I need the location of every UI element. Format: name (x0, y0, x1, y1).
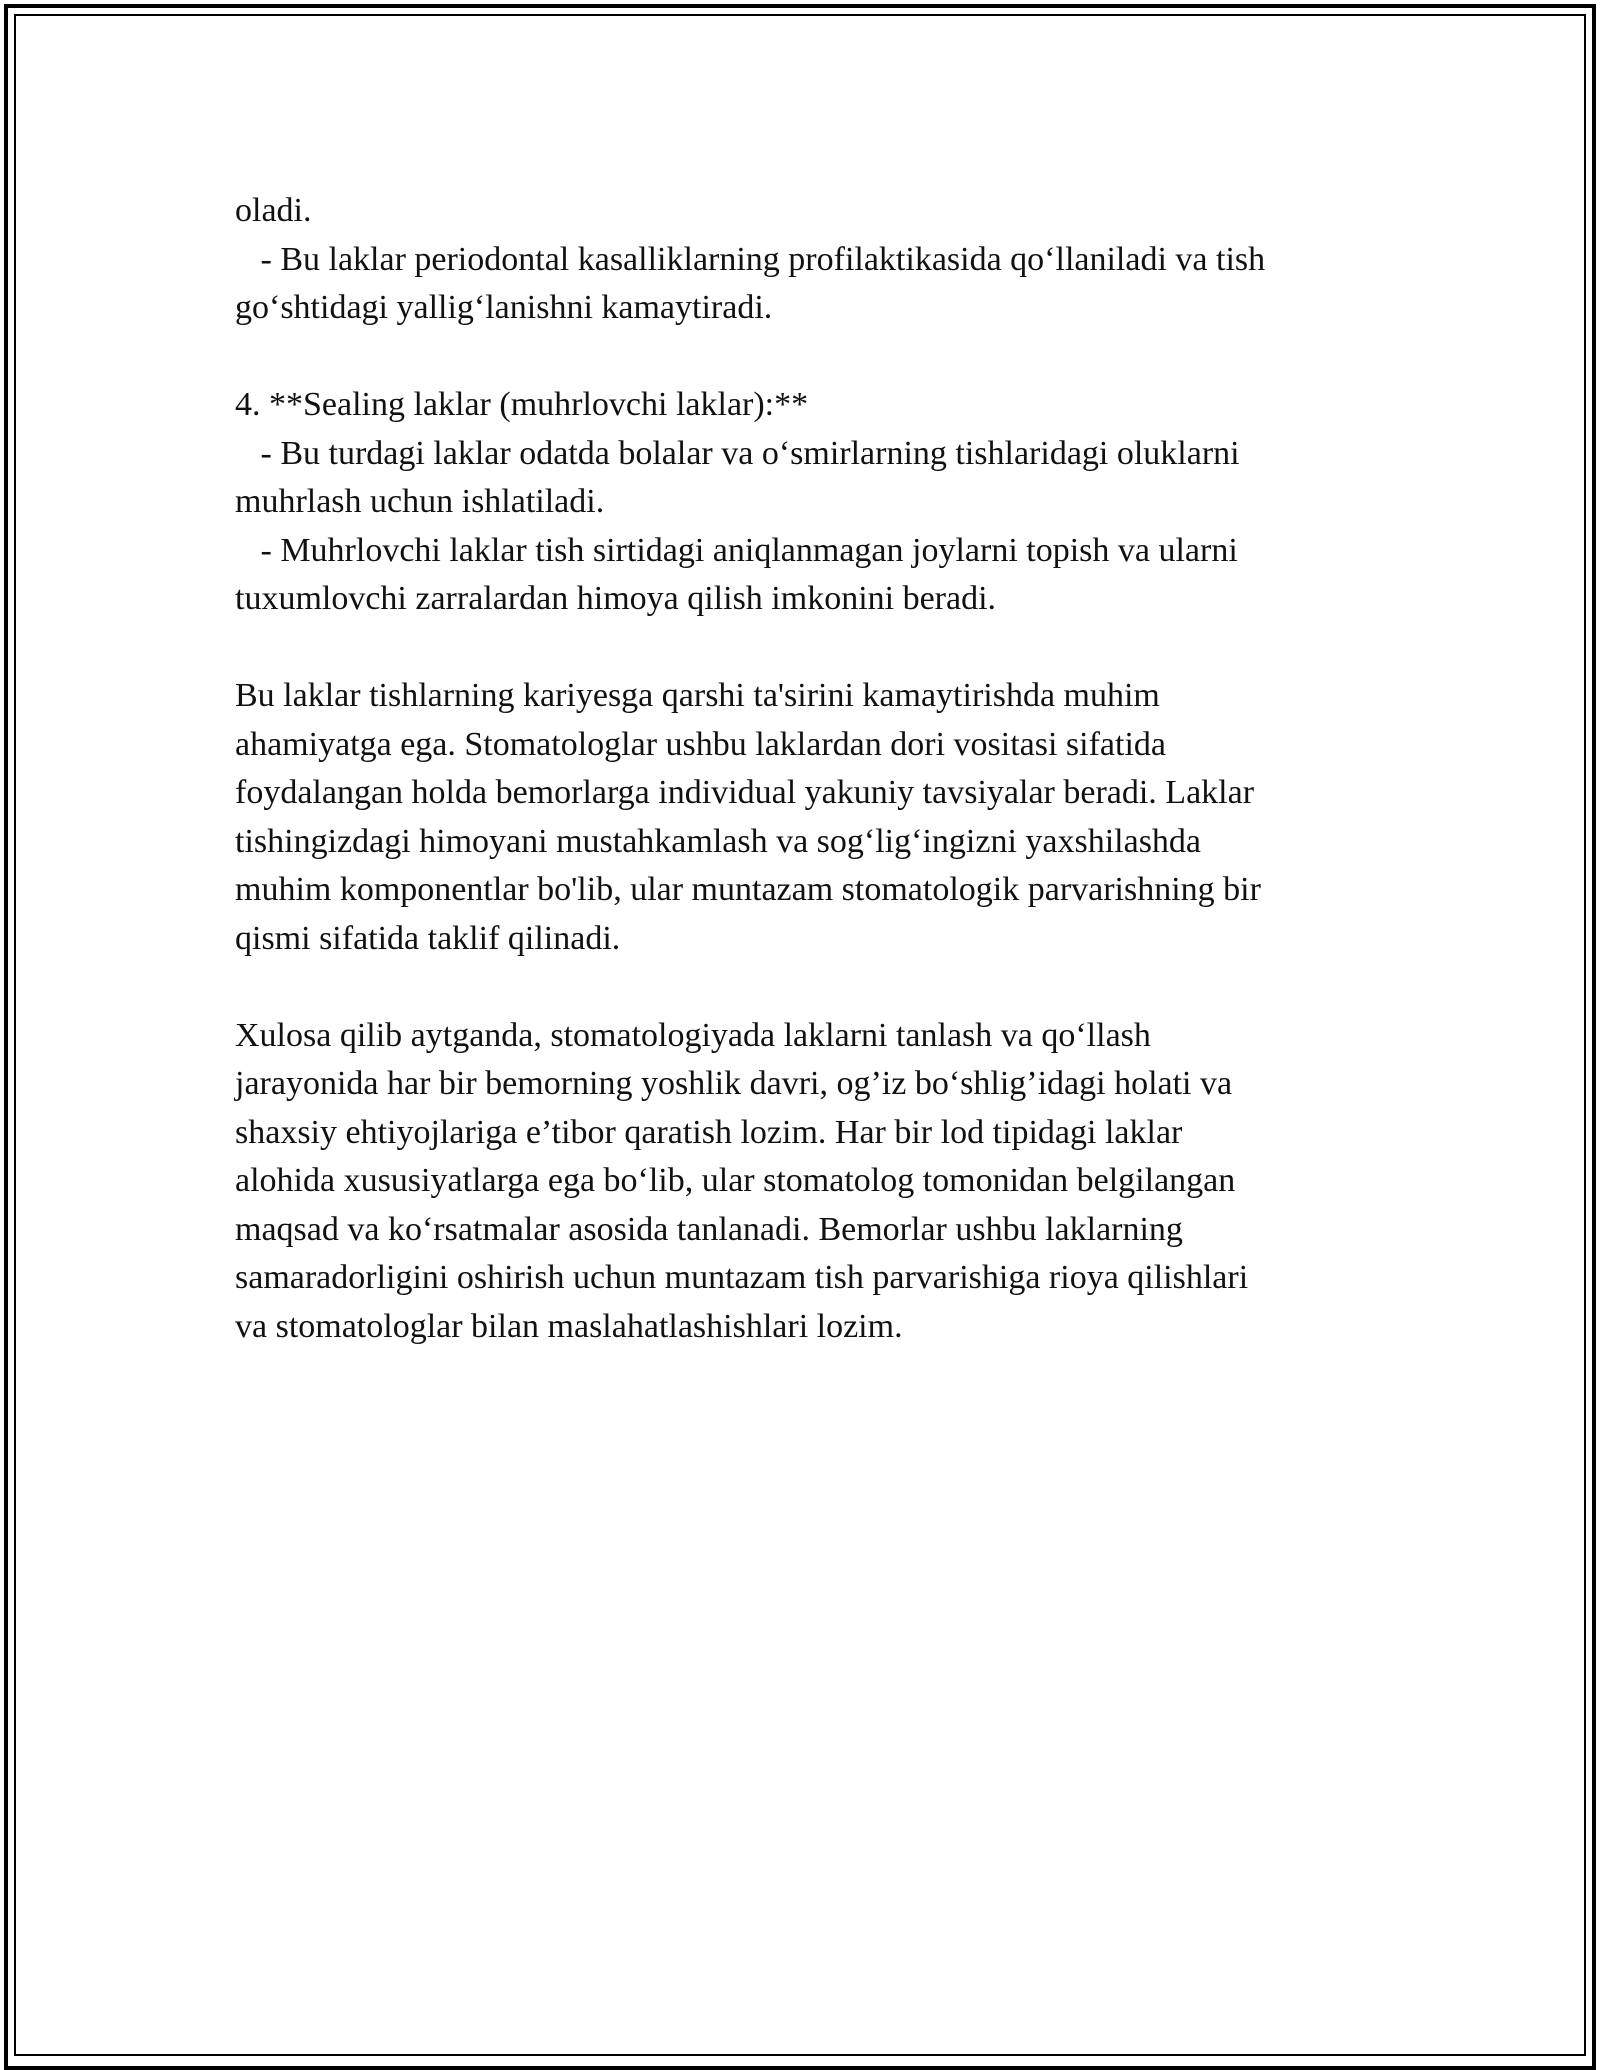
text-line: muhim komponentlar bo'lib, ular muntazam stomatologik parvarishning bir (235, 871, 1261, 908)
text-line: oladi. (235, 192, 312, 229)
text-line: shaxsiy ehtiyojlariga e’tibor qaratish lozim. Har bir lod tipidagi laklar (235, 1113, 1183, 1151)
paragraph-spacer (235, 624, 1365, 673)
text-line: foydalangan holda bemorlarga individual yakuniy tavsiyalar beradi. Laklar (235, 774, 1255, 811)
text-line: Xulosa qilib aytganda, stomatologiyada laklarni tanlash va qo‘llash (235, 1016, 1151, 1054)
text-line: va stomatologlar bilan maslahatlashishlari lozim. (235, 1307, 903, 1345)
paragraph-spacer (235, 963, 1365, 1012)
text-line: Bu laklar tishlarning kariyesga qarshi ta'sirini kamaytirishda muhim (235, 677, 1160, 714)
paragraph-sealing-laklar (235, 381, 1365, 624)
text-line: alohida xususiyatlarga ega bo‘lib, ular stomatolog tomonidan belgilangan (235, 1162, 1236, 1199)
text-line: ahamiyatga ega. Stomatologlar ushbu laklardan dori vositasi sifatida (235, 725, 1166, 763)
paragraph-importance (235, 672, 1365, 963)
paragraph-periodontal (235, 187, 1365, 333)
text-line: muhrlash uchun ishlatiladi. (235, 483, 605, 520)
text-line: qismi sifatida taklif qilinadi. (235, 919, 621, 957)
paragraph-spacer (235, 333, 1365, 382)
text-line: - Bu turdagi laklar odatda bolalar va o‘smirlarning tishlaridagi oluklarni (235, 434, 1240, 472)
document-body (235, 187, 1365, 1351)
paragraph-conclusion (235, 1012, 1365, 1352)
text-line: tuxumlovchi zarralardan himoya qilish imkonini beradi. (235, 580, 997, 617)
text-line: maqsad va ko‘rsatmalar asosida tanlanadi. Bemorlar ushbu laklarning (235, 1210, 1183, 1248)
text-line: go‘shtidagi yallig‘lanishni kamaytiradi. (235, 289, 773, 326)
list-heading: 4. **Sealing laklar (muhrlovchi laklar):** (235, 386, 809, 423)
text-line: - Muhrlovchi laklar tish sirtidagi aniqlanmagan joylarni topish va ularni (235, 531, 1238, 569)
text-line: - Bu laklar periodontal kasalliklarning profilaktikasida qo‘llaniladi va tish (235, 240, 1266, 278)
text-line: jarayonida har bir bemorning yoshlik davri, og’iz bo‘shlig’idagi holati va (235, 1065, 1233, 1102)
text-line: tishingizdagi himoyani mustahkamlash va sog‘lig‘ingizni yaxshilashda (235, 822, 1202, 860)
text-line: samaradorligini oshirish uchun muntazam tish parvarishiga rioya qilishlari (235, 1259, 1249, 1296)
